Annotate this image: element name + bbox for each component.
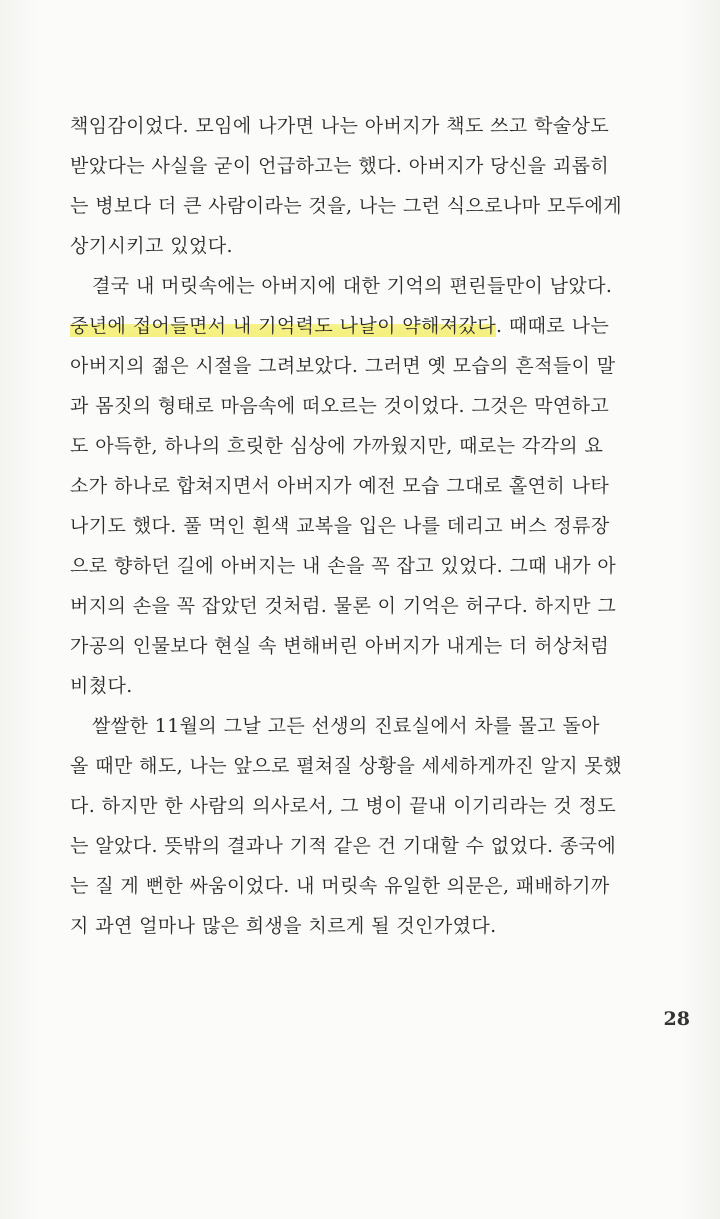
text-line: 버지의 손을 꼭 잡았던 것처럼. 물론 이 기억은 허구다. 하지만 그 xyxy=(70,595,617,617)
text-line: 는 병보다 더 큰 사람이라는 것을, 나는 그런 식으로나마 모두에게 xyxy=(70,195,623,217)
text-line: 가공의 인물보다 현실 속 변해버린 아버지가 내게는 더 허상처럼 xyxy=(70,635,610,657)
text-line: 상기시키고 있었다. xyxy=(70,235,233,257)
text-line: 는 알았다. 뜻밖의 결과나 기적 같은 건 기대할 수 없었다. 종국에 xyxy=(70,835,617,857)
highlighted-text: 중년에 접어들면서 내 기억력도 나날이 약해져갔다 xyxy=(70,315,497,337)
text-line-rest: . 때때로 나는 xyxy=(496,315,610,337)
text-line: 지 과연 얼마나 많은 희생을 치르게 될 것인가였다. xyxy=(70,915,497,937)
text-line: 나기도 했다. 풀 먹인 흰색 교복을 입은 나를 데리고 버스 정류장 xyxy=(70,515,610,537)
text-line: 쌀쌀한 11월의 그날 고든 선생의 진료실에서 차를 몰고 돌아 xyxy=(92,715,600,737)
text-line: 올 때만 해도, 나는 앞으로 펼쳐질 상황을 세세하게까진 알지 못했 xyxy=(70,755,623,777)
text-line: 과 몸짓의 형태로 마음속에 떠오르는 것이었다. 그것은 막연하고 xyxy=(70,395,610,417)
page-number: 28 xyxy=(663,1008,690,1030)
text-line: 비쳤다. xyxy=(70,675,133,697)
text-line: 받았다는 사실을 굳이 언급하고는 했다. 아버지가 당신을 괴롭히 xyxy=(70,155,610,177)
text-line: 도 아득한, 하나의 흐릿한 심상에 가까웠지만, 때로는 각각의 요 xyxy=(70,435,604,457)
text-line: 결국 내 머릿속에는 아버지에 대한 기억의 편린들만이 남았다. xyxy=(92,275,613,297)
text-line: 소가 하나로 합쳐지면서 아버지가 예전 모습 그대로 홀연히 나타 xyxy=(70,475,610,497)
text-line: 다. 하지만 한 사람의 의사로서, 그 병이 끝내 이기리라는 것 정도 xyxy=(70,795,617,817)
text-line: 는 질 게 뻔한 싸움이었다. 내 머릿속 유일한 의문은, 패배하기까 xyxy=(70,875,610,897)
text-line: 으로 향하던 길에 아버지는 내 손을 꼭 잡고 있었다. 그때 내가 아 xyxy=(70,555,617,577)
text-line: 아버지의 젊은 시절을 그려보았다. 그러면 옛 모습의 흔적들이 말 xyxy=(70,355,616,377)
text-line-highlighted xyxy=(70,306,609,346)
text-line: 책임감이었다. 모임에 나가면 나는 아버지가 책도 쓰고 학술상도 xyxy=(70,115,610,137)
